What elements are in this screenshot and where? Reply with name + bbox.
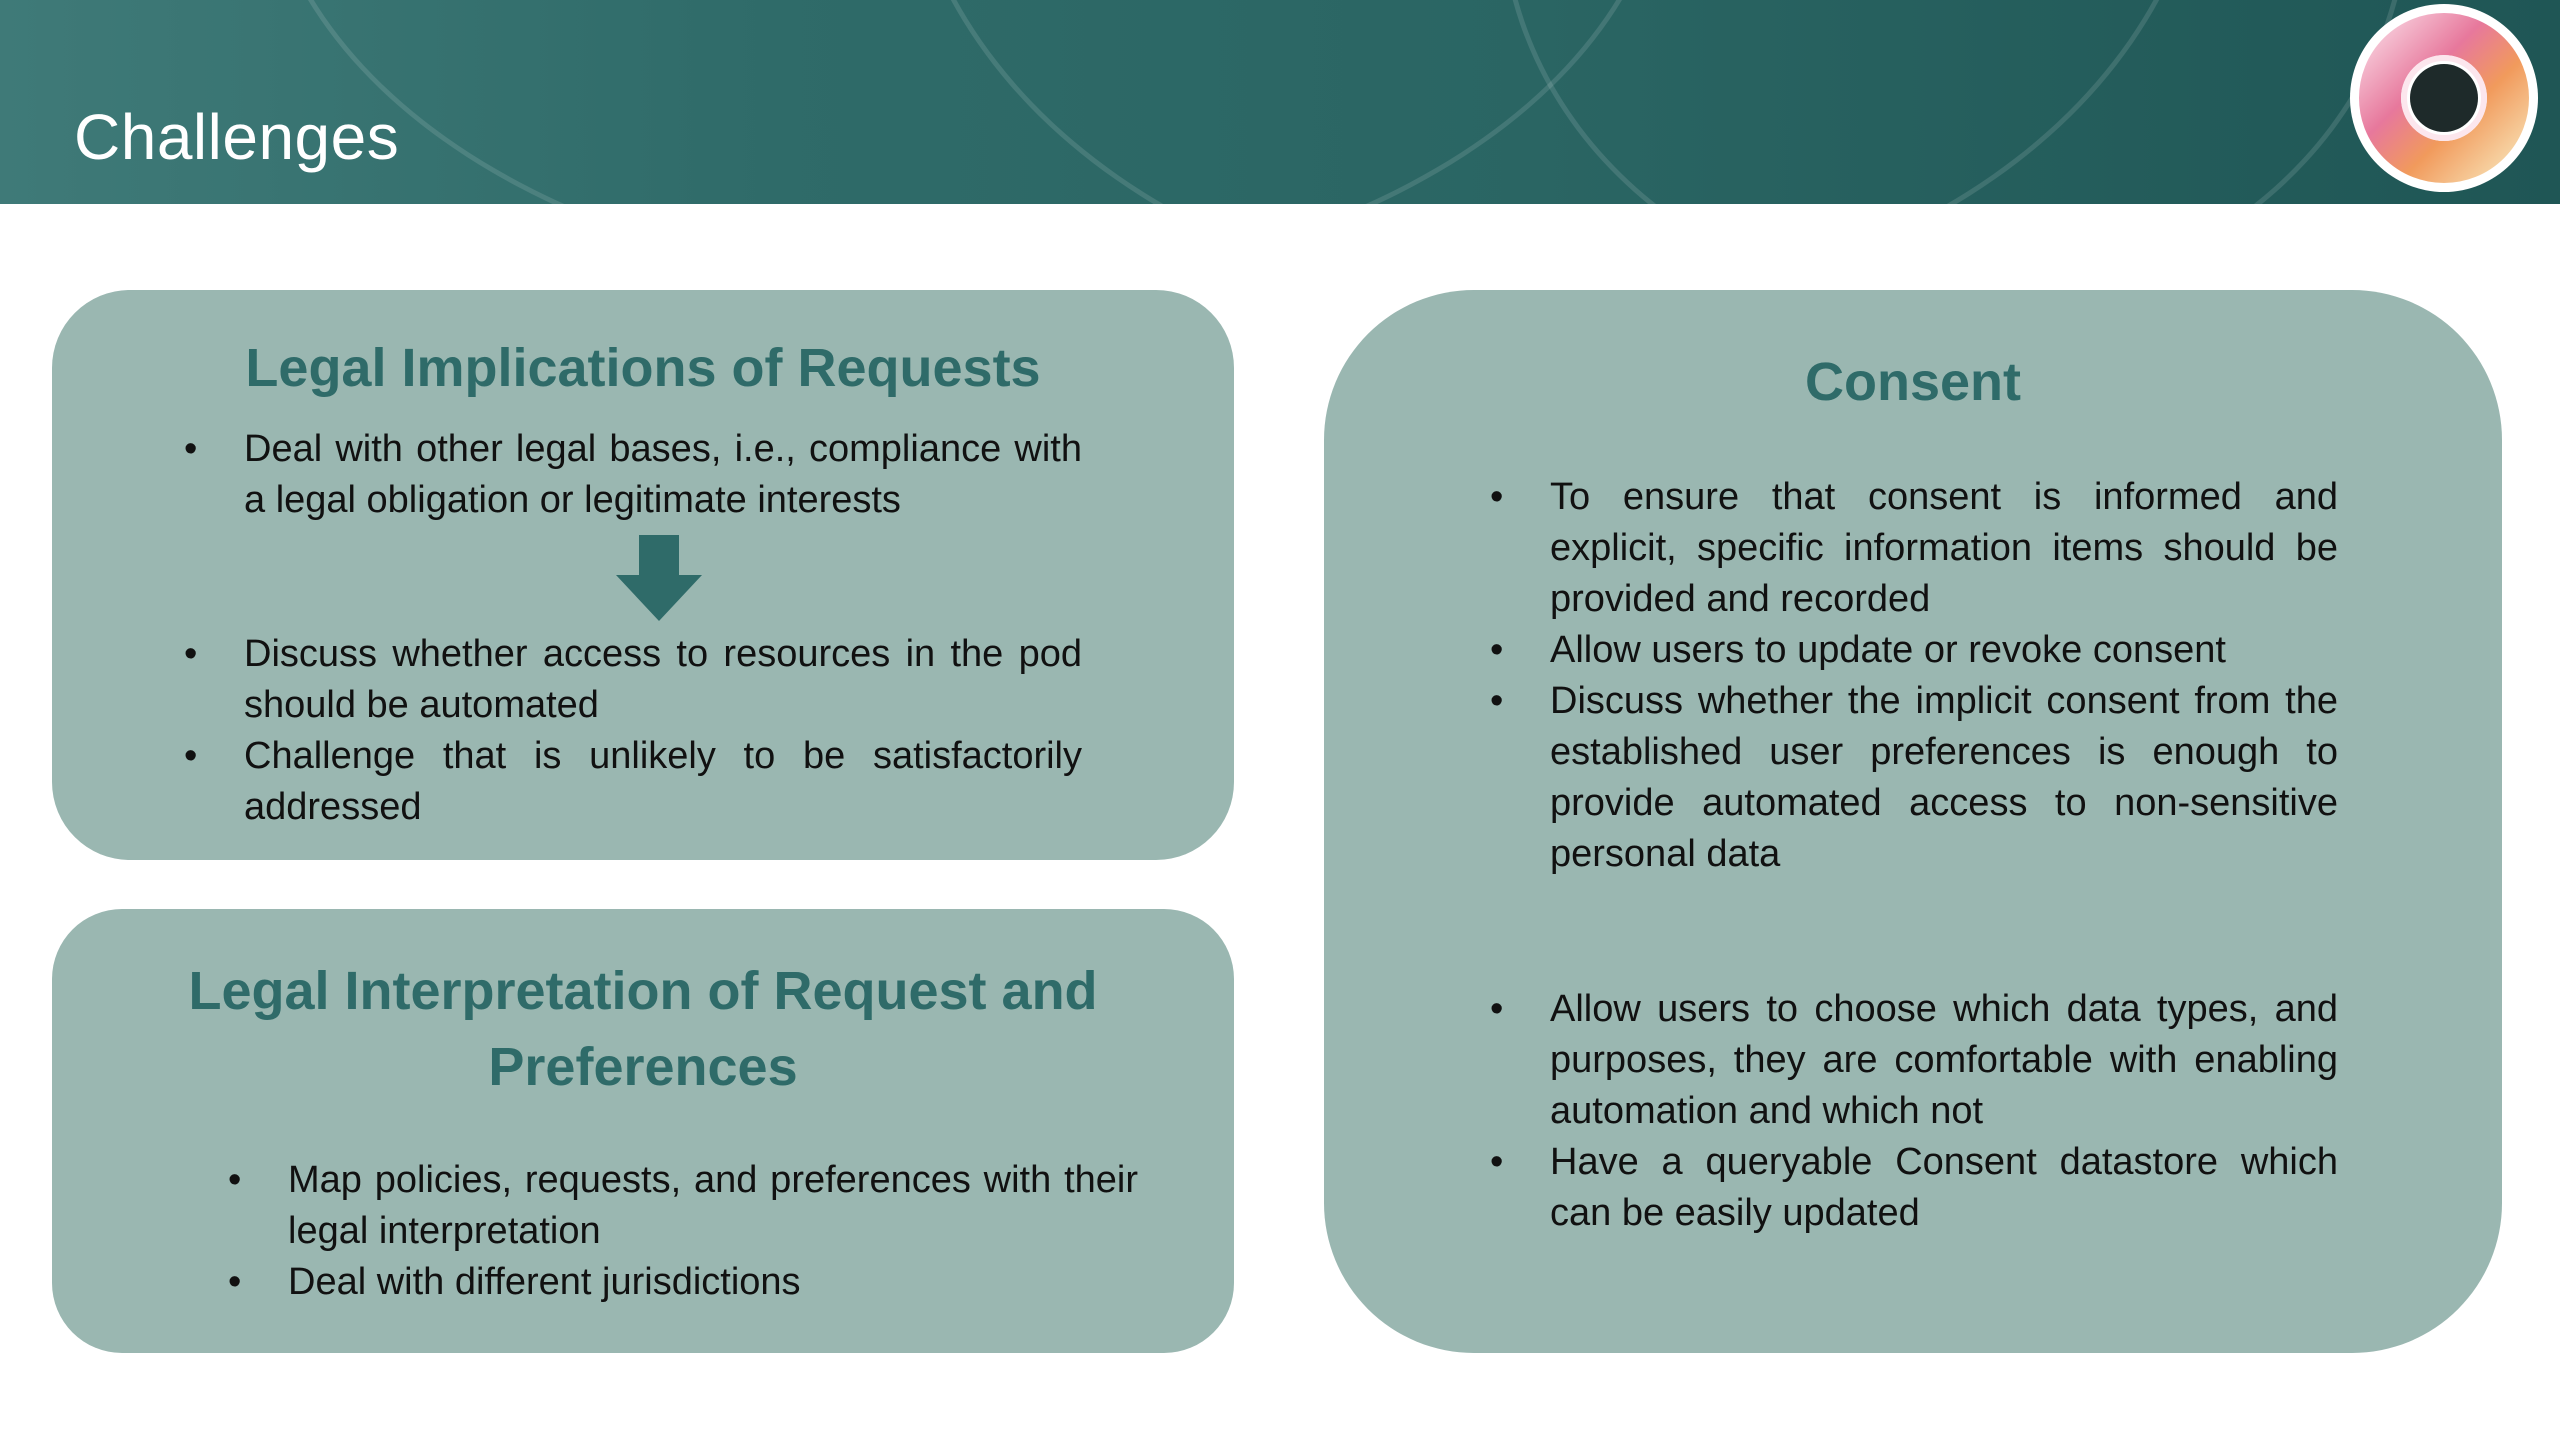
- legal-implications-card: [52, 290, 1234, 860]
- down-arrow-icon: [614, 535, 704, 623]
- consent-list-top: [1550, 472, 2338, 880]
- banner-decoration: [1500, 0, 2410, 204]
- list-item: • Map policies, requests, and preferences with their legal interpretation: [288, 1155, 1138, 1257]
- consent-card: [1324, 290, 2502, 1353]
- legal-interpretation-heading: [52, 953, 1234, 1105]
- list-item: • Discuss whether the implicit consent from the established user preferences is enough to provide automated access to non-sensitive personal data: [1550, 676, 2338, 880]
- legal-interpretation-card: [52, 909, 1234, 1353]
- legal-interpretation-heading-line2: Preferences: [488, 1037, 798, 1097]
- legal-implications-list-bottom: [244, 629, 1082, 833]
- list-item: • Deal with different jurisdictions: [288, 1257, 1138, 1308]
- legal-interpretation-heading-line1: Legal Interpretation of Request and: [188, 961, 1098, 1021]
- list-item: • Allow users to update or revoke consent: [1550, 625, 2338, 676]
- legal-implications-heading: Legal Implications of Requests: [245, 338, 1041, 398]
- slide-title: Challenges: [74, 101, 400, 173]
- consent-list-bottom: [1550, 984, 2338, 1239]
- list-item: • Have a queryable Consent datastore which can be easily updated: [1550, 1137, 2338, 1239]
- consent-heading: Consent: [1805, 352, 2021, 412]
- list-item: • Deal with other legal bases, i.e., compliance with a legal obligation or legitimate interests: [244, 424, 1082, 526]
- legal-interpretation-list: [288, 1155, 1138, 1308]
- ring-logo-icon: [2348, 2, 2540, 194]
- list-item: • Discuss whether access to resources in the pod should be automated: [244, 629, 1082, 731]
- legal-implications-list-top: [244, 424, 1082, 526]
- list-item: • To ensure that consent is informed and explicit, specific information items should be provided and recorded: [1550, 472, 2338, 625]
- list-item: • Allow users to choose which data types, and purposes, they are comfortable with enabling automation and which not: [1550, 984, 2338, 1137]
- list-item: • Challenge that is unlikely to be satisfactorily addressed: [244, 731, 1082, 833]
- title-banner: [0, 0, 2560, 204]
